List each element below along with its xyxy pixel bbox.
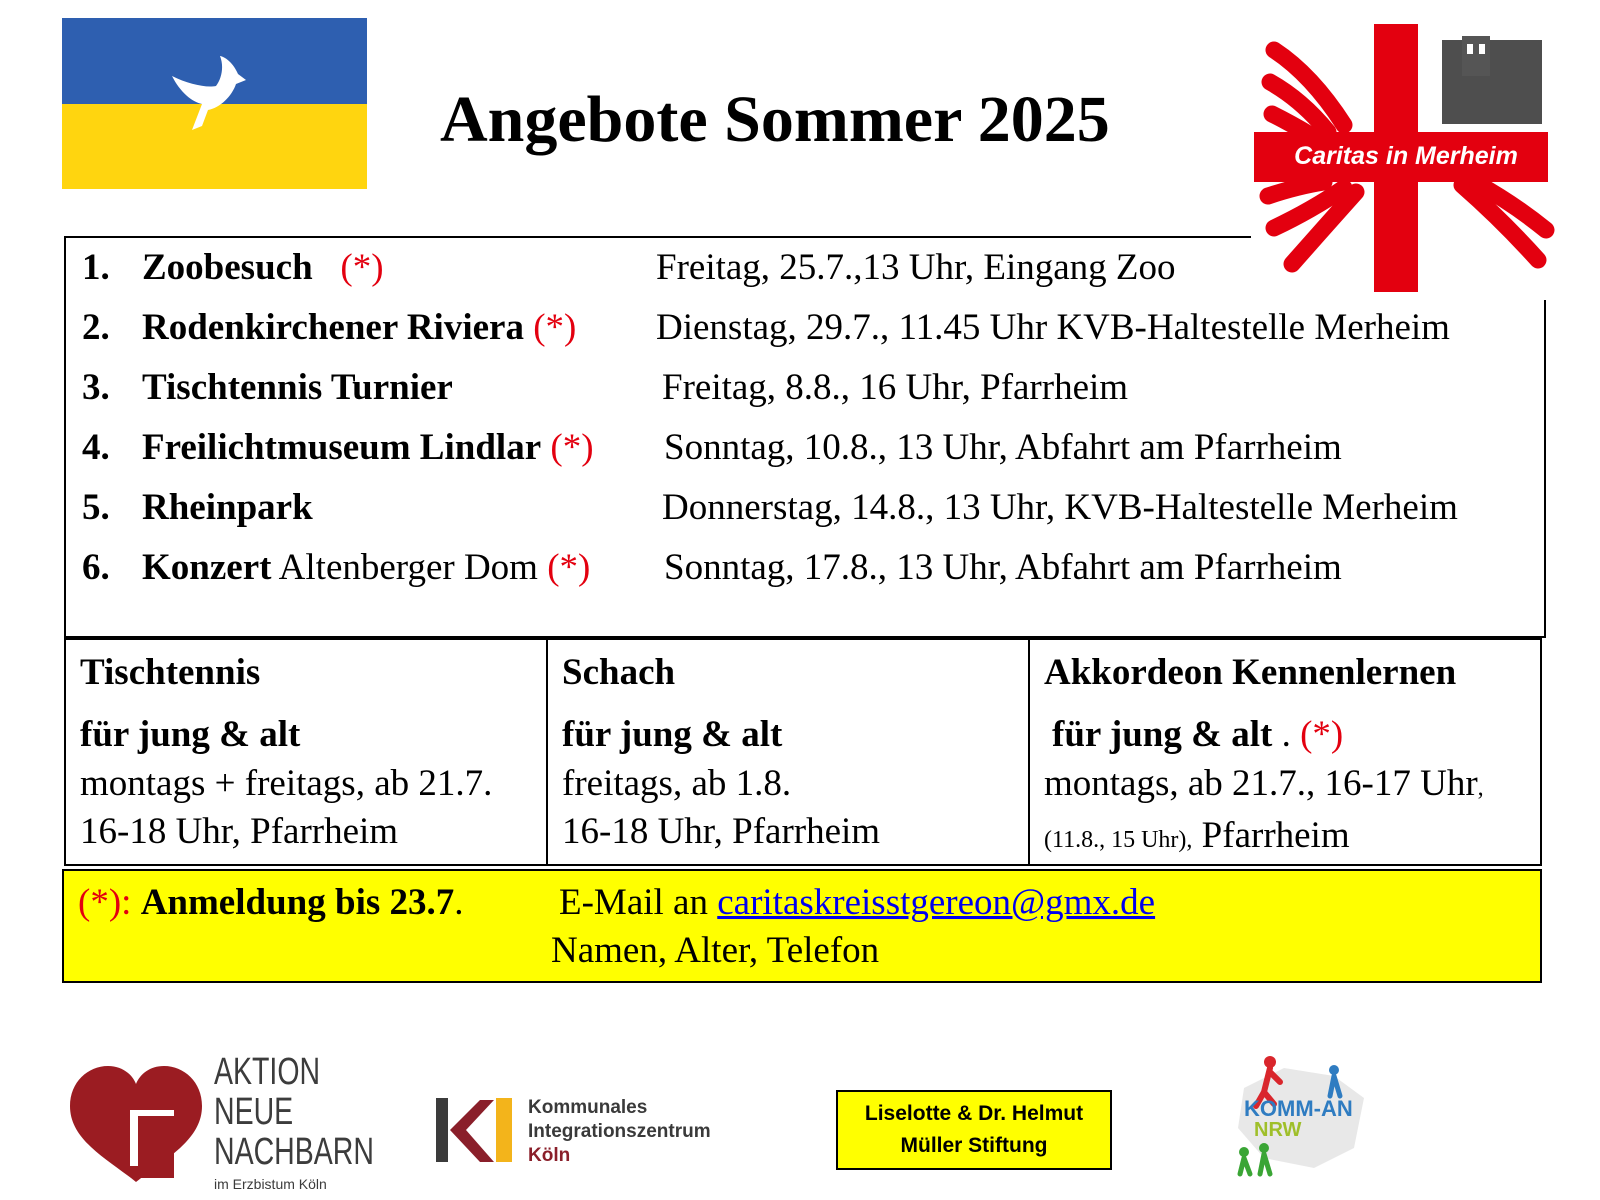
email-link[interactable]: caritaskreisstgereon@gmx.de bbox=[717, 882, 1156, 923]
ukraine-flag-image bbox=[62, 18, 367, 189]
event-when: Freitag, 25.7.,13 Uhr, Eingang Zoo bbox=[656, 247, 1176, 288]
nrw-text: NRW bbox=[1254, 1119, 1302, 1141]
registration-mark: (*) bbox=[547, 547, 591, 588]
registration-deadline-suffix: . bbox=[454, 882, 464, 923]
stiftung-line: Müller Stiftung bbox=[900, 1134, 1048, 1157]
offer-place: Pfarrheim bbox=[1201, 815, 1350, 856]
event-name: Freilichtmuseum Lindlar bbox=[142, 427, 542, 468]
registration-notice bbox=[62, 869, 1542, 983]
aktion-neue-nachbarn-logo bbox=[66, 1051, 374, 1192]
ki-city: Köln bbox=[528, 1145, 571, 1166]
event-number: 3. bbox=[82, 367, 110, 408]
event-when: Freitag, 8.8., 16 Uhr, Pfarrheim bbox=[662, 367, 1129, 408]
offer-subtitle-suffix: . bbox=[1272, 714, 1291, 755]
offer-subtitle: für jung & alt bbox=[80, 714, 301, 755]
offer-title: Schach bbox=[562, 652, 676, 693]
offer-box-tischtennis bbox=[64, 638, 548, 866]
event-name: Rheinpark bbox=[142, 487, 313, 528]
registration-mark: (*): bbox=[78, 882, 132, 923]
offer-subtitle: für jung & alt bbox=[562, 714, 783, 755]
event-name: Zoobesuch bbox=[142, 247, 313, 288]
aktion-line: AKTION bbox=[214, 1051, 321, 1093]
integrationszentrum-logo bbox=[436, 1096, 736, 1176]
caritas-logo-text: Caritas in Merheim bbox=[1294, 142, 1518, 170]
aktion-subtitle: im Erzbistum Köln bbox=[214, 1176, 327, 1192]
email-prefix: E-Mail an bbox=[559, 882, 708, 923]
aktion-line: NACHBARN bbox=[214, 1131, 374, 1173]
event-when: Sonntag, 17.8., 13 Uhr, Abfahrt am Pfarrheim bbox=[664, 547, 1342, 588]
offer-title: Akkordeon Kennenlernen bbox=[1044, 652, 1457, 693]
aktion-line: NEUE bbox=[214, 1091, 294, 1133]
event-when: Dienstag, 29.7., 11.45 Uhr KVB-Haltestelle Merheim bbox=[656, 307, 1450, 348]
offer-exception: (11.8., 15 Uhr), bbox=[1044, 827, 1193, 853]
heart-icon bbox=[66, 1058, 206, 1188]
event-number: 4. bbox=[82, 427, 110, 468]
event-name: Konzert bbox=[142, 547, 272, 588]
registration-mark: (*) bbox=[340, 247, 384, 288]
offer-days: montags, ab 21.7., 16-17 Uhr bbox=[1044, 763, 1478, 804]
mueller-stiftung-logo bbox=[836, 1090, 1112, 1170]
registration-deadline: Anmeldung bis 23.7 bbox=[140, 882, 455, 923]
stiftung-line: Liselotte & Dr. Helmut bbox=[864, 1102, 1084, 1125]
peace-dove-icon bbox=[162, 46, 252, 146]
offer-days: montags + freitags, ab 21.7. bbox=[80, 763, 493, 804]
event-list bbox=[64, 236, 1546, 638]
offer-days: freitags, ab 1.8. bbox=[562, 763, 792, 804]
event-name-detail: Altenberger Dom bbox=[278, 547, 538, 588]
page-title: Angebote Sommer 2025 bbox=[440, 83, 1110, 156]
offer-title: Tischtennis bbox=[80, 652, 261, 693]
offer-days-suffix: , bbox=[1477, 775, 1484, 801]
event-number: 5. bbox=[82, 487, 110, 528]
registration-details: Namen, Alter, Telefon bbox=[551, 930, 880, 971]
registration-mark: (*) bbox=[1300, 714, 1344, 755]
komm-an-text: KOMM-AN bbox=[1244, 1096, 1353, 1121]
offer-subtitle: für jung & alt bbox=[1052, 714, 1273, 755]
event-when: Sonntag, 10.8., 13 Uhr, Abfahrt am Pfarrheim bbox=[664, 427, 1342, 468]
event-when: Donnerstag, 14.8., 13 Uhr, KVB-Haltestelle Merheim bbox=[662, 487, 1458, 528]
event-name: Rodenkirchener Riviera bbox=[142, 307, 524, 348]
ki-line: Kommunales bbox=[528, 1097, 648, 1118]
ki-icon bbox=[436, 1096, 516, 1166]
event-number: 6. bbox=[82, 547, 110, 588]
komm-an-nrw-logo bbox=[1224, 1048, 1384, 1178]
offer-time: 16-18 Uhr, Pfarrheim bbox=[562, 811, 881, 852]
event-number: 2. bbox=[82, 307, 110, 348]
offer-time: 16-18 Uhr, Pfarrheim bbox=[80, 811, 399, 852]
event-name: Tischtennis Turnier bbox=[142, 367, 453, 408]
ki-line: Integrationszentrum bbox=[528, 1121, 711, 1142]
event-number: 1. bbox=[82, 247, 110, 288]
offer-box-schach bbox=[546, 638, 1030, 866]
registration-mark: (*) bbox=[533, 307, 577, 348]
registration-mark: (*) bbox=[550, 427, 594, 468]
offer-box-akkordeon bbox=[1028, 638, 1542, 866]
